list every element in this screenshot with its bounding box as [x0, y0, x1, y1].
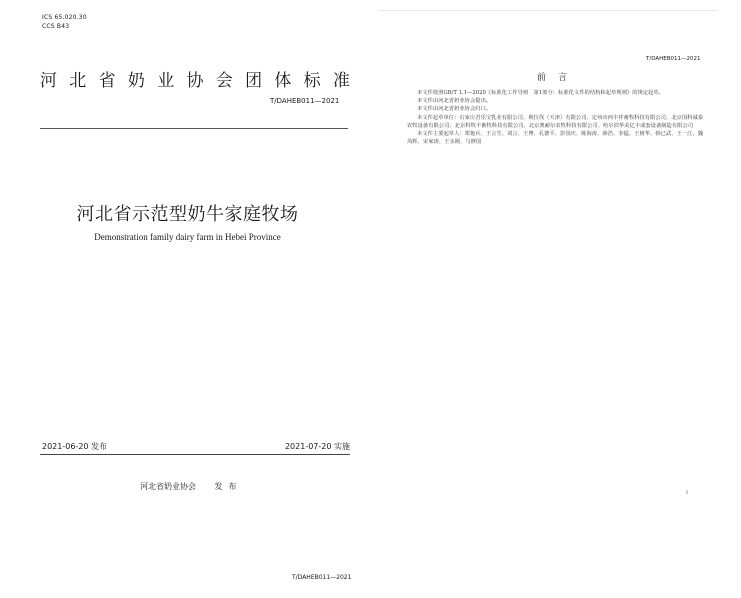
date-divider — [40, 454, 350, 455]
foreword-paragraph: 本文件主要起草人：郑艳兵、王言生、刘言、王博、孔德平、彭国庆、陈海涛、薛浩、李猛、王树华、韩已武、王一江、魏凤辉、宋家涛、王永刚、马修国 — [407, 131, 704, 146]
title-char: 标 — [303, 71, 321, 91]
header-code: T/DAHEB011—2021 — [646, 56, 701, 62]
foreword-paragraph: 本文件按照GB/T 1.1—2020《标准化工作导则 第1部分：标准化文件的结构和起草规则》的规定起草。 — [417, 90, 664, 96]
title-char: 北 — [69, 71, 87, 91]
publisher-name: 河北省奶业协会 — [140, 482, 196, 491]
foreword-body — [407, 89, 707, 146]
ccs-code: CCS B43 — [42, 23, 70, 30]
classification-codes — [42, 13, 87, 31]
implement-date: 2021-07-20 实施 — [284, 442, 350, 451]
foreword-paragraph: 本文件由河北省奶业协会提出。 — [417, 98, 492, 105]
title-char: 河 — [40, 71, 57, 91]
foreword-heading: 前言 — [537, 73, 580, 83]
standard-code: T/DAHEB011—2021 — [270, 97, 340, 105]
top-rule — [378, 10, 718, 11]
foreword-page — [378, 0, 741, 598]
publisher-line — [140, 481, 243, 492]
issue-label: 发布 — [214, 482, 243, 491]
standard-title: 河北省示范型奶牛家庭牧场 — [76, 204, 299, 225]
publish-date: 2021-06-20 发布 — [42, 442, 108, 451]
page-number: I — [686, 490, 688, 496]
title-char: 准 — [332, 71, 350, 91]
title-char: 奶 — [127, 71, 145, 91]
header-divider — [40, 128, 348, 129]
footer-code: T/DAHEB011—2021 — [292, 574, 352, 581]
title-char: 团 — [245, 71, 263, 91]
foreword-paragraph: 本文件起草单位：石家庄君乐宝乳业有限公司、利拉伐（天津）有限公司、定州市西丰祥畜牧科技有限公司、北京国科诚泰农牧设备有限公司、北京科牧丰畜牧科技有限公司、北京奥耐尔农牧科技有限公司、哈尔滨华美亿丰成套设备制造有限公司 — [407, 114, 704, 129]
title-char: 协 — [186, 71, 204, 91]
ics-code: ICS 65.020.30 — [42, 14, 87, 21]
association-standard-title — [40, 66, 350, 91]
title-char: 省 — [98, 71, 116, 91]
title-char: 体 — [274, 71, 292, 91]
foreword-paragraph: 本文件由河北省奶业协会归口。 — [417, 106, 492, 113]
title-char: 会 — [215, 71, 233, 91]
english-title: Demonstration family dairy farm in Hebei Province — [94, 232, 281, 242]
title-char: 业 — [157, 71, 175, 91]
